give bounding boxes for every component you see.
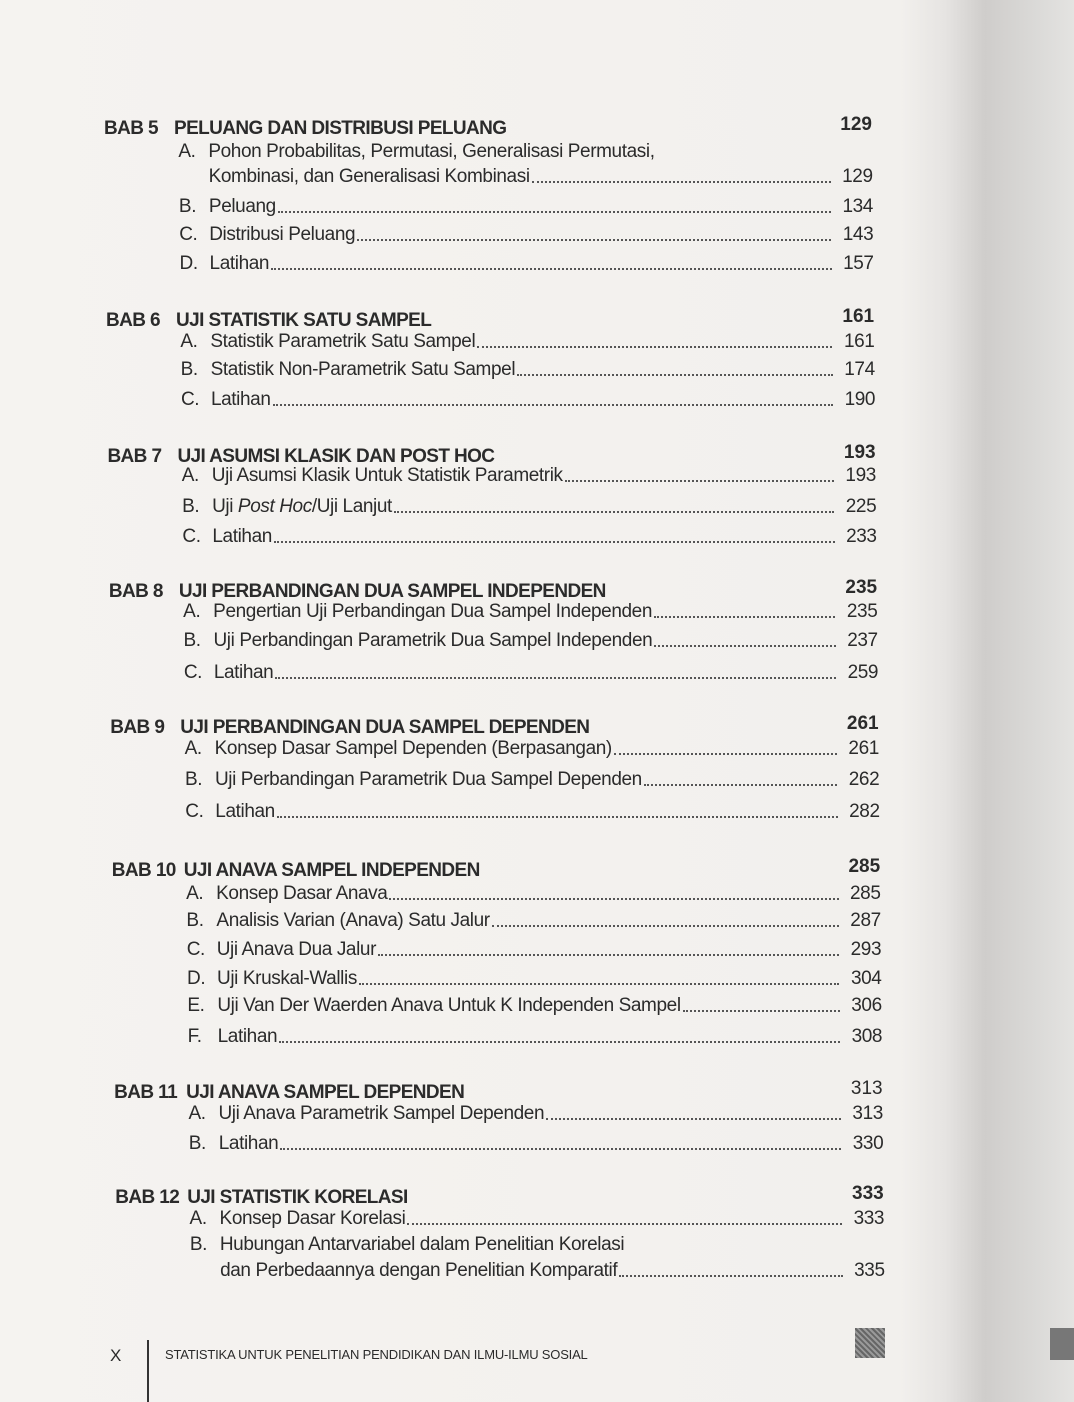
- toc-entry: [190, 1208, 885, 1230]
- entry-text: Latihan: [218, 1133, 279, 1154]
- toc-entry: [185, 801, 879, 823]
- entry-letter: A.: [188, 1103, 206, 1124]
- dot-leader: [517, 374, 833, 376]
- toc-entry: [179, 224, 873, 246]
- entry-letter: C.: [185, 801, 204, 822]
- chapter-heading: [110, 717, 590, 739]
- toc-entry: [182, 496, 876, 518]
- entry-page-number: 157: [843, 253, 874, 274]
- chapter-label: BAB 10: [111, 860, 176, 881]
- entry-letter: A.: [184, 738, 202, 759]
- entry-page-number: 335: [854, 1260, 885, 1281]
- entry-text: Latihan: [210, 389, 271, 410]
- entry-page-number: 129: [842, 166, 873, 187]
- entry-page-number: 134: [842, 196, 873, 217]
- entry-text: Uji Van Der Waerden Anava Untuk K Independen Sampel: [217, 995, 681, 1016]
- entry-text: Konsep Dasar Anava: [216, 883, 388, 904]
- entry-text: Konsep Dasar Sampel Dependen (Berpasangan): [214, 738, 612, 759]
- entry-text: Uji Perbandingan Parametrik Dua Sampel Dependen: [214, 769, 642, 790]
- dot-leader: [271, 268, 832, 270]
- entry-letter: B.: [183, 630, 201, 651]
- chapter-heading: [108, 581, 606, 603]
- toc-entry: [185, 769, 879, 791]
- entry-letter: A.: [183, 601, 201, 622]
- chapter-label: BAB 11: [114, 1082, 178, 1103]
- entry-text: Analisis Varian (Anava) Satu Jalur: [216, 910, 490, 931]
- entry-letter: F.: [187, 1026, 202, 1047]
- toc-entry: [179, 196, 873, 218]
- chapter-label: BAB 7: [107, 446, 162, 467]
- entry-page-number: 237: [847, 630, 878, 651]
- chapter-page-number: 129: [840, 114, 872, 135]
- entry-page-number: 233: [846, 526, 877, 547]
- toc-entry: [187, 939, 881, 961]
- entry-letter: A.: [180, 331, 198, 352]
- entry-text: dan Perbedaannya dengan Penelitian Komparatif: [220, 1260, 618, 1281]
- entry-page-number: 333: [853, 1208, 885, 1229]
- print-registration-mark: [855, 1328, 885, 1358]
- chapter-heading: [114, 1082, 465, 1104]
- dot-leader: [275, 677, 836, 679]
- chapter-title: UJI STATISTIK KORELASI: [187, 1187, 408, 1208]
- toc-entry: [183, 601, 877, 623]
- entry-text: Hubungan Antarvariabel dalam Penelitian Korelasi: [219, 1234, 625, 1255]
- chapter-page-number: 261: [846, 713, 879, 734]
- entry-text: Distribusi Peluang: [209, 224, 356, 245]
- entry-letter: C.: [183, 662, 203, 683]
- entry-text: Uji Anava Parametrik Sampel Dependen: [218, 1103, 545, 1124]
- dot-leader: [277, 816, 838, 818]
- toc-entry: [188, 1103, 882, 1125]
- entry-page-number: 161: [843, 331, 875, 352]
- entry-text: Latihan: [217, 1026, 278, 1047]
- entry-text: Uji Asumsi Klasik Untuk Statistik Parametrik: [211, 465, 563, 486]
- entry-text: Latihan: [209, 253, 270, 274]
- dot-leader: [407, 1223, 842, 1225]
- chapter-title: UJI STATISTIK SATU SAMPEL: [176, 310, 432, 331]
- chapter-title: UJI ASUMSI KLASIK DAN POST HOC: [177, 446, 495, 467]
- entry-letter: B.: [180, 359, 198, 380]
- entry-page-number: 225: [845, 496, 877, 517]
- chapter-label: BAB 6: [106, 310, 161, 331]
- entry-page-number: 259: [847, 662, 879, 683]
- page-number: X: [110, 1346, 122, 1365]
- entry-text: Pengertian Uji Perbandingan Dua Sampel Independen: [213, 601, 653, 622]
- facing-page-mark: [1050, 1328, 1074, 1360]
- entry-text: Statistik Parametrik Satu Sampel: [210, 331, 476, 352]
- toc-entry: [186, 883, 880, 905]
- dot-leader: [389, 898, 838, 900]
- entry-letter: E.: [187, 995, 205, 1016]
- dot-leader: [683, 1010, 840, 1012]
- dot-leader: [619, 1275, 842, 1277]
- toc-entry: [179, 166, 873, 188]
- dot-leader: [359, 983, 840, 985]
- entry-text: Kombinasi, dan Generalisasi Kombinasi: [208, 166, 530, 187]
- toc-entry-line: [178, 141, 654, 163]
- entry-letter: C.: [182, 526, 201, 547]
- dot-leader: [274, 541, 835, 543]
- entry-letter: C.: [180, 389, 200, 410]
- chapter-page-number: 285: [848, 856, 881, 877]
- entry-page-number: 287: [850, 910, 881, 931]
- entry-letter: A.: [178, 141, 196, 162]
- dot-leader: [532, 181, 831, 183]
- dot-leader: [614, 753, 837, 755]
- entry-page-number: 308: [851, 1026, 883, 1047]
- entry-page-number: 285: [850, 883, 881, 904]
- entry-letter: B.: [188, 1133, 206, 1154]
- dot-leader: [278, 211, 831, 213]
- entry-text: Latihan: [215, 801, 275, 822]
- dot-leader: [279, 1041, 840, 1043]
- chapter-label: BAB 8: [108, 581, 163, 602]
- entry-page-number: 261: [848, 738, 879, 759]
- entry-text: Uji Perbandingan Parametrik Dua Sampel Independen: [213, 630, 653, 651]
- dot-leader: [273, 404, 834, 406]
- chapter-page-number: 161: [842, 306, 875, 327]
- entry-page-number: 293: [850, 939, 882, 960]
- dot-leader: [565, 480, 834, 482]
- toc-entry-line: [190, 1234, 624, 1256]
- chapter-title: UJI ANAVA SAMPEL DEPENDEN: [186, 1082, 465, 1103]
- chapter-page-number: 313: [850, 1078, 883, 1099]
- entry-letter: B.: [184, 769, 203, 790]
- toc-entry: [190, 1260, 885, 1282]
- dot-leader: [280, 1148, 841, 1150]
- entry-page-number: 330: [852, 1133, 884, 1154]
- toc-entry: [181, 389, 875, 411]
- entry-text-italic: Post Hoc: [237, 496, 312, 517]
- entry-text: Uji Kruskal-Wallis: [217, 968, 357, 989]
- chapter-title: PELUANG DAN DISTRIBUSI PELUANG: [174, 118, 507, 139]
- chapter-heading: [111, 860, 480, 882]
- entry-page-number: 174: [844, 359, 875, 380]
- entry-text: Uji Post Hoc/Uji Lanjut: [212, 496, 392, 517]
- running-footer-title: STATISTIKA UNTUK PENELITIAN PENDIDIKAN DAN ILMU-ILMU SOSIAL: [165, 1347, 588, 1362]
- entry-text: Pohon Probabilitas, Permutasi, Generalisasi Permutasi,: [208, 141, 655, 162]
- entry-page-number: 262: [848, 769, 880, 790]
- dot-leader: [477, 346, 832, 348]
- toc-entry: [187, 968, 881, 990]
- chapter-title: UJI PERBANDINGAN DUA SAMPEL INDEPENDEN: [178, 581, 606, 602]
- dot-leader: [394, 511, 834, 513]
- toc-entry: [187, 995, 881, 1017]
- entry-page-number: 143: [842, 224, 874, 245]
- dot-leader: [492, 925, 839, 927]
- dot-leader: [654, 616, 835, 618]
- chapter-page-number: 333: [852, 1183, 884, 1204]
- entry-letter: C.: [179, 224, 198, 245]
- chapter-label: BAB 5: [104, 118, 159, 139]
- entry-text: Konsep Dasar Korelasi: [219, 1208, 406, 1229]
- toc-entry: [181, 359, 875, 381]
- toc-entry: [186, 910, 880, 932]
- entry-text: Latihan: [213, 662, 274, 683]
- entry-page-number: 282: [849, 801, 880, 822]
- footer-divider: [147, 1340, 149, 1402]
- toc-entry: [182, 465, 876, 487]
- toc-entry: [183, 630, 877, 652]
- entry-page-number: 190: [844, 389, 876, 410]
- entry-page-number: 193: [845, 465, 876, 486]
- entry-letter: A.: [189, 1208, 207, 1229]
- entry-letter: A.: [186, 883, 204, 904]
- chapter-title: UJI PERBANDINGAN DUA SAMPEL DEPENDEN: [180, 717, 590, 738]
- entry-letter: B.: [189, 1234, 207, 1255]
- toc-entry: [188, 1026, 882, 1048]
- chapter-heading: [115, 1187, 408, 1209]
- entry-text: Peluang: [208, 196, 276, 217]
- entry-letter: B.: [178, 196, 197, 217]
- chapter-label: BAB 9: [110, 717, 165, 738]
- entry-text: Statistik Non-Parametrik Satu Sampel: [210, 359, 516, 380]
- entry-text: Latihan: [212, 526, 272, 547]
- entry-letter: B.: [182, 496, 200, 517]
- toc-entry: [184, 662, 878, 684]
- chapter-title: UJI ANAVA SAMPEL INDEPENDEN: [183, 860, 480, 881]
- dot-leader: [644, 784, 837, 786]
- entry-page-number: 313: [852, 1103, 883, 1124]
- toc-entry: [182, 526, 876, 548]
- toc-entry: [180, 253, 874, 275]
- entry-text: Uji Anava Dua Jalur: [216, 939, 376, 960]
- entry-page-number: 306: [851, 995, 882, 1016]
- entry-letter: B.: [186, 910, 204, 931]
- dot-leader: [378, 954, 839, 956]
- chapter-page-number: 193: [843, 442, 876, 463]
- entry-letter: D.: [187, 968, 206, 989]
- chapter-label: BAB 12: [115, 1187, 180, 1208]
- entry-page-number: 235: [846, 601, 878, 622]
- dot-leader: [546, 1118, 841, 1120]
- dot-leader: [654, 645, 835, 647]
- entry-letter: A.: [181, 465, 199, 486]
- chapter-heading: [104, 118, 507, 140]
- entry-letter: D.: [179, 253, 198, 274]
- chapter-heading: [106, 310, 432, 332]
- entry-letter: C.: [186, 939, 205, 960]
- toc-entry: [185, 738, 879, 760]
- chapter-page-number: 235: [845, 577, 878, 598]
- dot-leader: [357, 239, 831, 241]
- toc-entry: [189, 1133, 884, 1155]
- toc-entry: [180, 331, 874, 353]
- entry-page-number: 304: [850, 968, 882, 989]
- chapter-heading: [107, 446, 495, 468]
